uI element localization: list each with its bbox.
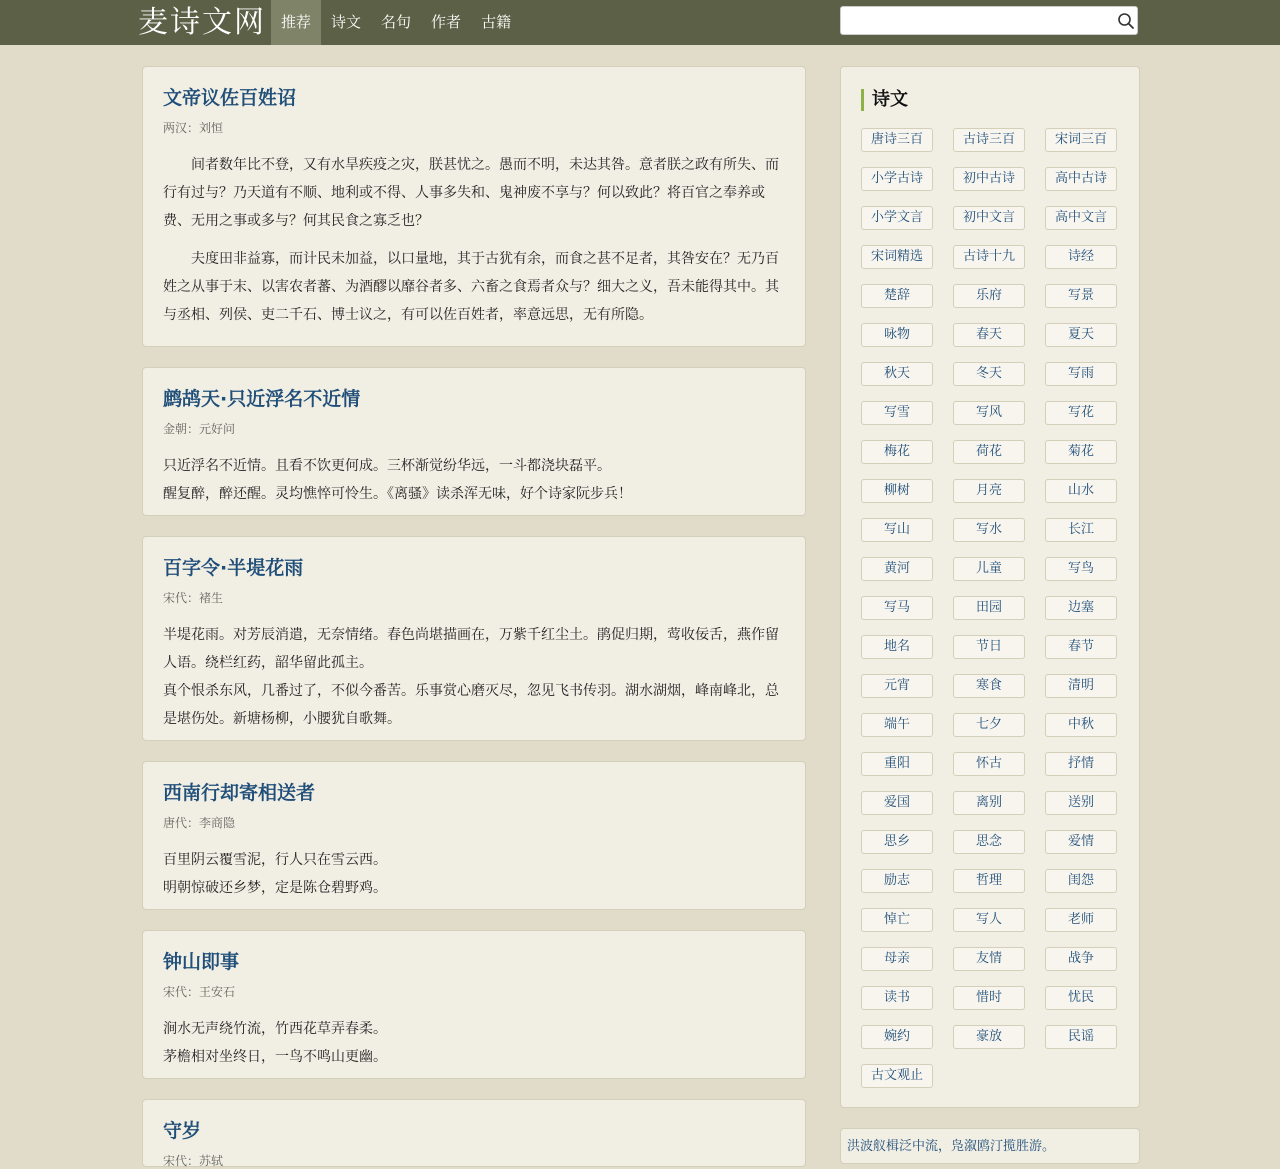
category-tag[interactable]: 儿童 (953, 557, 1025, 581)
poem-title[interactable]: 西南行却寄相送者 (163, 782, 316, 804)
category-tag[interactable]: 小学文言 (861, 206, 933, 230)
category-tag[interactable]: 宋词精选 (861, 245, 933, 269)
poem-title[interactable]: 鹧鸪天·只近浮名不近情 (163, 388, 361, 410)
category-tag[interactable]: 元宵 (861, 674, 933, 698)
poem-body (163, 621, 783, 733)
category-tag[interactable]: 高中古诗 (1045, 167, 1117, 191)
category-tag[interactable]: 怀古 (953, 752, 1025, 776)
sidebar-title: 诗文 (861, 89, 908, 111)
poem-body (163, 1015, 783, 1071)
category-tag[interactable]: 唐诗三百 (861, 128, 933, 152)
category-tag[interactable]: 悼亡 (861, 908, 933, 932)
nav-item-famous-lines[interactable]: 名句 (381, 13, 412, 31)
category-tag[interactable]: 菊花 (1045, 440, 1117, 464)
category-tag[interactable]: 边塞 (1045, 596, 1117, 620)
category-tag[interactable]: 哲理 (953, 869, 1025, 893)
category-tag[interactable]: 古诗三百 (953, 128, 1025, 152)
poem-line: 真个恨杀东风，几番过了，不似今番苦。乐事赏心磨灭尽，忽见飞书传羽。湖水湖烟，峰南峰北，总是堪伤处。新塘杨柳，小腰犹自歌舞。 (163, 683, 779, 727)
search-box (840, 6, 1138, 35)
category-tag[interactable]: 楚辞 (861, 284, 933, 308)
category-tag[interactable]: 长江 (1045, 518, 1117, 542)
site-logo[interactable]: 麦诗文网 (138, 5, 266, 40)
category-tag[interactable]: 爱情 (1045, 830, 1117, 854)
category-tag[interactable]: 高中文言 (1045, 206, 1117, 230)
category-tag[interactable]: 写马 (861, 596, 933, 620)
category-tag[interactable]: 写花 (1045, 401, 1117, 425)
category-tag[interactable]: 端午 (861, 713, 933, 737)
poem-line: 百里阴云覆雪泥，行人只在雪云西。 (163, 852, 387, 868)
poem-author[interactable]: 宋代：王安石 (163, 985, 236, 999)
category-tag[interactable]: 民谣 (1045, 1025, 1117, 1049)
nav-item-authors[interactable]: 作者 (431, 13, 462, 31)
poem-line: 茅檐相对坐终日，一鸟不鸣山更幽。 (163, 1049, 387, 1065)
category-tag[interactable]: 黄河 (861, 557, 933, 581)
poem-line: 半堤花雨。对芳辰消遣，无奈情绪。春色尚堪描画在，万紫千红尘土。鹃促归期，莺收佞舌，燕作留人语。绕栏红药，韶华留此孤主。 (163, 627, 779, 671)
category-tag[interactable]: 读书 (861, 986, 933, 1010)
category-sidebar (840, 66, 1140, 1108)
category-tag[interactable]: 月亮 (953, 479, 1025, 503)
poem-body (163, 151, 783, 339)
category-tag[interactable]: 古诗十九 (953, 245, 1025, 269)
category-tag[interactable]: 春节 (1045, 635, 1117, 659)
nav-item-poems[interactable]: 诗文 (331, 13, 362, 31)
category-tag[interactable]: 老师 (1045, 908, 1117, 932)
category-tag[interactable]: 豪放 (953, 1025, 1025, 1049)
category-tag[interactable]: 地名 (861, 635, 933, 659)
category-tag[interactable]: 初中古诗 (953, 167, 1025, 191)
poem-card (142, 1099, 806, 1167)
poem-line: 只近浮名不近情。且看不饮更何成。三杯渐觉纷华远，一斗都浇块磊平。 (163, 458, 611, 474)
poem-card (142, 367, 806, 516)
poem-line: 醒复醉，醉还醒。灵均憔悴可怜生。《离骚》读杀浑无味，好个诗家阮步兵！ (163, 486, 632, 502)
poem-card (142, 761, 806, 910)
category-tag[interactable]: 田园 (953, 596, 1025, 620)
category-tag[interactable]: 清明 (1045, 674, 1117, 698)
category-tag[interactable]: 夏天 (1045, 323, 1117, 347)
poem-title[interactable]: 钟山即事 (163, 951, 240, 973)
poem-title[interactable]: 百字令·半堤花雨 (163, 557, 304, 579)
poem-author[interactable]: 金朝：元好问 (163, 422, 236, 436)
poem-author[interactable]: 宋代：褚生 (163, 591, 224, 605)
poem-author[interactable]: 唐代：李商隐 (163, 816, 236, 830)
category-tag[interactable]: 初中文言 (953, 206, 1025, 230)
category-tag[interactable]: 写风 (953, 401, 1025, 425)
category-tag[interactable]: 节日 (953, 635, 1025, 659)
category-tag[interactable]: 梅花 (861, 440, 933, 464)
category-tag[interactable]: 咏物 (861, 323, 933, 347)
poem-paragraph: 间者数年比不登，又有水旱疾疫之灾，朕甚忧之。愚而不明，未达其咎。意者朕之政有所失、而行有过与？乃天道有不顺、地利或不得、人事多失和、鬼神废不享与？何以致此？将百官之奉养或费、无用之事或多与？何其民食之寡乏也？ (163, 157, 779, 229)
poem-author[interactable]: 两汉：刘恒 (163, 121, 224, 135)
category-tag[interactable]: 惜时 (953, 986, 1025, 1010)
category-tag[interactable]: 古文观止 (861, 1064, 933, 1088)
category-tag[interactable]: 离别 (953, 791, 1025, 815)
poem-title[interactable]: 守岁 (163, 1120, 202, 1142)
search-input[interactable] (841, 7, 1125, 34)
top-navigation-bar (0, 0, 1280, 45)
category-tag[interactable]: 重阳 (861, 752, 933, 776)
poem-paragraph: 夫度田非益寡，而计民未加益，以口量地，其于古犹有余，而食之甚不足者，其咎安在？无乃百姓之从事于末、以害农者蕃、为酒醪以靡谷者多、六畜之食焉者众与？细大之义，吾未能得其中。其与丞相、列侯、吏二千石、博士议之，有可以佐百姓者，率意远思，无有所隐。 (163, 251, 779, 323)
poem-body (163, 846, 783, 902)
category-tag[interactable]: 春天 (953, 323, 1025, 347)
category-tag[interactable]: 冬天 (953, 362, 1025, 386)
category-tag[interactable]: 宋词三百 (1045, 128, 1117, 152)
poem-title[interactable]: 文帝议佐百姓诏 (163, 87, 297, 109)
category-tag[interactable]: 闺怨 (1045, 869, 1117, 893)
poem-card (142, 930, 806, 1079)
poem-card (142, 66, 806, 347)
nav-item-classics[interactable]: 古籍 (481, 13, 512, 31)
category-tag[interactable]: 忧民 (1045, 986, 1117, 1010)
category-tag[interactable]: 写雪 (861, 401, 933, 425)
category-tag[interactable]: 七夕 (953, 713, 1025, 737)
famous-line-link[interactable]: 洪波舣楫泛中流，凫溆鸥汀揽胜游。 (840, 1128, 1140, 1164)
category-tag[interactable]: 爱国 (861, 791, 933, 815)
category-tag[interactable]: 战争 (1045, 947, 1117, 971)
nav-item-recommend[interactable]: 推荐 (271, 0, 321, 45)
category-tag[interactable]: 励志 (861, 869, 933, 893)
category-tag[interactable]: 秋天 (861, 362, 933, 386)
category-tag[interactable]: 柳树 (861, 479, 933, 503)
category-tag[interactable]: 母亲 (861, 947, 933, 971)
category-tag[interactable]: 写水 (953, 518, 1025, 542)
category-tag[interactable]: 送别 (1045, 791, 1117, 815)
poem-line: 明朝惊破还乡梦，定是陈仓碧野鸡。 (163, 880, 387, 896)
category-tag[interactable]: 写人 (953, 908, 1025, 932)
category-tag[interactable]: 写雨 (1045, 362, 1117, 386)
category-tag[interactable]: 诗经 (1045, 245, 1117, 269)
category-tag[interactable]: 山水 (1045, 479, 1117, 503)
poem-author[interactable]: 宋代：苏轼 (163, 1154, 224, 1168)
category-tag[interactable]: 写景 (1045, 284, 1117, 308)
category-tag[interactable]: 抒情 (1045, 752, 1117, 776)
category-tag[interactable]: 写鸟 (1045, 557, 1117, 581)
category-tag[interactable]: 写山 (861, 518, 933, 542)
category-tag[interactable]: 中秋 (1045, 713, 1117, 737)
category-tag[interactable]: 思念 (953, 830, 1025, 854)
category-tag[interactable]: 小学古诗 (861, 167, 933, 191)
poem-body (163, 452, 783, 508)
category-tag[interactable]: 婉约 (861, 1025, 933, 1049)
category-tag[interactable]: 思乡 (861, 830, 933, 854)
category-tag[interactable]: 荷花 (953, 440, 1025, 464)
poem-card (142, 536, 806, 741)
category-tag[interactable]: 寒食 (953, 674, 1025, 698)
main-nav (271, 0, 521, 45)
category-tag[interactable]: 乐府 (953, 284, 1025, 308)
search-icon[interactable] (1117, 12, 1135, 30)
category-tag[interactable]: 友情 (953, 947, 1025, 971)
poem-line: 涧水无声绕竹流，竹西花草弄春柔。 (163, 1021, 387, 1037)
